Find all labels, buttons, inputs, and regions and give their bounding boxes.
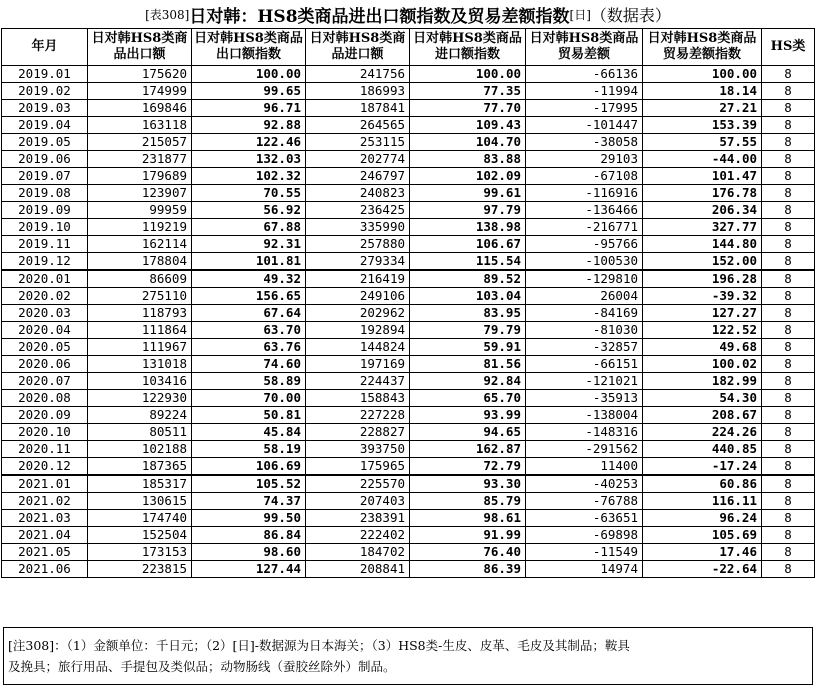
cell-import: 197169	[306, 356, 410, 373]
cell-balance-index: 152.00	[643, 253, 762, 271]
cell-month: 2021.02	[2, 493, 88, 510]
cell-hs: 8	[762, 373, 815, 390]
table-row	[2, 305, 815, 322]
cell-export-index: 58.19	[192, 441, 306, 458]
cell-export-index: 70.55	[192, 185, 306, 202]
cell-hs: 8	[762, 202, 815, 219]
cell-export-index: 74.60	[192, 356, 306, 373]
cell-export-index: 58.89	[192, 373, 306, 390]
cell-balance: -116916	[526, 185, 643, 202]
cell-balance-index: 196.28	[643, 270, 762, 288]
cell-month: 2020.10	[2, 424, 88, 441]
table-row	[2, 134, 815, 151]
cell-export-index: 50.81	[192, 407, 306, 424]
cell-month: 2020.08	[2, 390, 88, 407]
cell-balance-index: 49.68	[643, 339, 762, 356]
cell-hs: 8	[762, 100, 815, 117]
cell-hs: 8	[762, 510, 815, 527]
table-row	[2, 168, 815, 185]
table-row	[2, 475, 815, 493]
cell-month: 2019.03	[2, 100, 88, 117]
cell-month: 2019.12	[2, 253, 88, 271]
cell-hs: 8	[762, 236, 815, 253]
cell-balance: -40253	[526, 475, 643, 493]
cell-hs: 8	[762, 168, 815, 185]
cell-balance-index: 327.77	[643, 219, 762, 236]
cell-import: 257880	[306, 236, 410, 253]
cell-balance-index: -22.64	[643, 561, 762, 578]
cell-hs: 8	[762, 322, 815, 339]
cell-import: 393750	[306, 441, 410, 458]
cell-balance-index: 176.78	[643, 185, 762, 202]
cell-balance-index: 144.80	[643, 236, 762, 253]
cell-balance-index: 101.47	[643, 168, 762, 185]
cell-hs: 8	[762, 475, 815, 493]
title-suffix: （数据表）	[590, 5, 671, 25]
table-title	[0, 0, 816, 28]
cell-import-index: 98.61	[410, 510, 526, 527]
table-row	[2, 202, 815, 219]
title-prefix: [表308]	[145, 7, 190, 22]
cell-month: 2020.07	[2, 373, 88, 390]
cell-import-index: 106.67	[410, 236, 526, 253]
cell-export: 163118	[88, 117, 192, 134]
cell-export: 231877	[88, 151, 192, 168]
cell-balance-index: 127.27	[643, 305, 762, 322]
cell-balance: -216771	[526, 219, 643, 236]
cell-month: 2020.09	[2, 407, 88, 424]
cell-month: 2019.04	[2, 117, 88, 134]
cell-import-index: 89.52	[410, 270, 526, 288]
table-row	[2, 356, 815, 373]
cell-export-index: 99.50	[192, 510, 306, 527]
cell-import: 202774	[306, 151, 410, 168]
cell-export-index: 100.00	[192, 66, 306, 83]
cell-month: 2019.06	[2, 151, 88, 168]
cell-export: 152504	[88, 527, 192, 544]
cell-export-index: 127.44	[192, 561, 306, 578]
cell-balance: 29103	[526, 151, 643, 168]
cell-balance-index: 27.21	[643, 100, 762, 117]
cell-month: 2020.02	[2, 288, 88, 305]
table-row	[2, 544, 815, 561]
cell-month: 2021.04	[2, 527, 88, 544]
cell-month: 2020.03	[2, 305, 88, 322]
table-row	[2, 458, 815, 476]
cell-hs: 8	[762, 117, 815, 134]
cell-month: 2019.05	[2, 134, 88, 151]
cell-export: 80511	[88, 424, 192, 441]
table-row	[2, 390, 815, 407]
cell-month: 2020.01	[2, 270, 88, 288]
cell-export-index: 67.64	[192, 305, 306, 322]
table-row	[2, 561, 815, 578]
cell-month: 2021.06	[2, 561, 88, 578]
cell-balance-index: -39.32	[643, 288, 762, 305]
cell-month: 2019.09	[2, 202, 88, 219]
cell-import-index: 138.98	[410, 219, 526, 236]
cell-month: 2019.02	[2, 83, 88, 100]
cell-export: 162114	[88, 236, 192, 253]
cell-import: 241756	[306, 66, 410, 83]
cell-balance: -35913	[526, 390, 643, 407]
table-row	[2, 253, 815, 271]
cell-export: 185317	[88, 475, 192, 493]
table-row	[2, 83, 815, 100]
cell-import-index: 97.79	[410, 202, 526, 219]
cell-balance: 11400	[526, 458, 643, 476]
cell-hs: 8	[762, 390, 815, 407]
cell-export-index: 74.37	[192, 493, 306, 510]
cell-hs: 8	[762, 356, 815, 373]
cell-import-index: 79.79	[410, 322, 526, 339]
table-body	[2, 66, 815, 578]
cell-hs: 8	[762, 270, 815, 288]
header-import-index: 日对韩HS8类商品进口额指数	[410, 29, 526, 66]
header-export-index: 日对韩HS8类商品出口额指数	[192, 29, 306, 66]
cell-import: 216419	[306, 270, 410, 288]
cell-export: 187365	[88, 458, 192, 476]
cell-balance: -17995	[526, 100, 643, 117]
header-export: 日对韩HS8类商品出口额	[88, 29, 192, 66]
cell-import-index: 83.95	[410, 305, 526, 322]
cell-export: 223815	[88, 561, 192, 578]
cell-export: 118793	[88, 305, 192, 322]
table-row	[2, 339, 815, 356]
cell-export-index: 70.00	[192, 390, 306, 407]
cell-import: 202962	[306, 305, 410, 322]
cell-month: 2021.05	[2, 544, 88, 561]
cell-balance-index: 116.11	[643, 493, 762, 510]
cell-import: 236425	[306, 202, 410, 219]
cell-balance-index: 122.52	[643, 322, 762, 339]
cell-export: 86609	[88, 270, 192, 288]
cell-balance: -291562	[526, 441, 643, 458]
cell-hs: 8	[762, 83, 815, 100]
table-row	[2, 407, 815, 424]
cell-export-index: 63.76	[192, 339, 306, 356]
cell-hs: 8	[762, 561, 815, 578]
cell-import-index: 102.09	[410, 168, 526, 185]
cell-import-index: 109.43	[410, 117, 526, 134]
table-row	[2, 322, 815, 339]
cell-balance-index: 153.39	[643, 117, 762, 134]
cell-export-index: 92.31	[192, 236, 306, 253]
title-tag: [日]	[569, 7, 591, 22]
table-row	[2, 288, 815, 305]
cell-export: 215057	[88, 134, 192, 151]
cell-export: 178804	[88, 253, 192, 271]
cell-import: 224437	[306, 373, 410, 390]
cell-hs: 8	[762, 219, 815, 236]
table-row	[2, 66, 815, 83]
cell-balance-index: 57.55	[643, 134, 762, 151]
cell-export: 131018	[88, 356, 192, 373]
cell-balance: -66136	[526, 66, 643, 83]
cell-balance-index: 208.67	[643, 407, 762, 424]
cell-balance: -32857	[526, 339, 643, 356]
cell-import: 279334	[306, 253, 410, 271]
cell-import: 222402	[306, 527, 410, 544]
cell-export-index: 67.88	[192, 219, 306, 236]
table-row	[2, 100, 815, 117]
cell-import: 186993	[306, 83, 410, 100]
cell-import-index: 81.56	[410, 356, 526, 373]
cell-export: 103416	[88, 373, 192, 390]
cell-export-index: 132.03	[192, 151, 306, 168]
data-table	[1, 28, 815, 578]
cell-hs: 8	[762, 134, 815, 151]
table-row	[2, 424, 815, 441]
cell-month: 2019.10	[2, 219, 88, 236]
cell-export: 173153	[88, 544, 192, 561]
cell-balance: -84169	[526, 305, 643, 322]
cell-balance-index: 54.30	[643, 390, 762, 407]
cell-balance: -129810	[526, 270, 643, 288]
cell-balance: -11549	[526, 544, 643, 561]
cell-balance-index: 60.86	[643, 475, 762, 493]
cell-balance: -63651	[526, 510, 643, 527]
cell-balance-index: -17.24	[643, 458, 762, 476]
cell-balance: -11994	[526, 83, 643, 100]
table-row	[2, 236, 815, 253]
header-import: 日对韩HS8类商品进口额	[306, 29, 410, 66]
header-balance: 日对韩HS8类商品贸易差额	[526, 29, 643, 66]
cell-hs: 8	[762, 339, 815, 356]
cell-import: 253115	[306, 134, 410, 151]
header-row	[2, 29, 815, 66]
cell-hs: 8	[762, 288, 815, 305]
cell-import-index: 76.40	[410, 544, 526, 561]
cell-balance: -148316	[526, 424, 643, 441]
cell-hs: 8	[762, 424, 815, 441]
cell-balance-index: 100.00	[643, 66, 762, 83]
cell-import: 228827	[306, 424, 410, 441]
cell-import: 187841	[306, 100, 410, 117]
cell-export: 122930	[88, 390, 192, 407]
cell-export-index: 102.32	[192, 168, 306, 185]
cell-month: 2021.01	[2, 475, 88, 493]
table-row	[2, 441, 815, 458]
cell-export: 99959	[88, 202, 192, 219]
cell-balance: -138004	[526, 407, 643, 424]
cell-balance: -121021	[526, 373, 643, 390]
cell-balance: -67108	[526, 168, 643, 185]
cell-import: 246797	[306, 168, 410, 185]
footnote-line-2: 及挽具；旅行用品、手提包及类似品；动物肠线（蚕胶丝除外）制品。	[8, 659, 396, 674]
cell-balance: -66151	[526, 356, 643, 373]
cell-export-index: 45.84	[192, 424, 306, 441]
cell-export: 169846	[88, 100, 192, 117]
cell-hs: 8	[762, 305, 815, 322]
cell-export-index: 99.65	[192, 83, 306, 100]
cell-export: 179689	[88, 168, 192, 185]
cell-export-index: 106.69	[192, 458, 306, 476]
cell-export: 102188	[88, 441, 192, 458]
cell-import-index: 115.54	[410, 253, 526, 271]
cell-import-index: 94.65	[410, 424, 526, 441]
cell-import-index: 100.00	[410, 66, 526, 83]
cell-import-index: 92.84	[410, 373, 526, 390]
cell-export: 130615	[88, 493, 192, 510]
cell-import-index: 103.04	[410, 288, 526, 305]
cell-balance: -100530	[526, 253, 643, 271]
cell-import-index: 65.70	[410, 390, 526, 407]
cell-import: 264565	[306, 117, 410, 134]
cell-export-index: 105.52	[192, 475, 306, 493]
header-month: 年月	[2, 29, 88, 66]
cell-hs: 8	[762, 527, 815, 544]
cell-export: 174740	[88, 510, 192, 527]
cell-month: 2020.04	[2, 322, 88, 339]
cell-import: 158843	[306, 390, 410, 407]
cell-export-index: 156.65	[192, 288, 306, 305]
cell-import-index: 77.35	[410, 83, 526, 100]
table-row	[2, 117, 815, 134]
cell-month: 2019.08	[2, 185, 88, 202]
cell-import-index: 93.99	[410, 407, 526, 424]
cell-balance-index: 206.34	[643, 202, 762, 219]
cell-export: 174999	[88, 83, 192, 100]
cell-month: 2019.11	[2, 236, 88, 253]
cell-import: 335990	[306, 219, 410, 236]
cell-export-index: 96.71	[192, 100, 306, 117]
cell-export: 111967	[88, 339, 192, 356]
table-row	[2, 510, 815, 527]
cell-import-index: 77.70	[410, 100, 526, 117]
cell-balance-index: 105.69	[643, 527, 762, 544]
table-row	[2, 219, 815, 236]
cell-hs: 8	[762, 66, 815, 83]
table-row	[2, 527, 815, 544]
cell-hs: 8	[762, 253, 815, 271]
header-balance-index: 日对韩HS8类商品贸易差额指数	[643, 29, 762, 66]
cell-balance-index: 182.99	[643, 373, 762, 390]
cell-hs: 8	[762, 407, 815, 424]
cell-export-index: 63.70	[192, 322, 306, 339]
cell-balance-index: 440.85	[643, 441, 762, 458]
cell-export: 123907	[88, 185, 192, 202]
cell-import-index: 86.39	[410, 561, 526, 578]
cell-import: 225570	[306, 475, 410, 493]
cell-import-index: 83.88	[410, 151, 526, 168]
cell-hs: 8	[762, 493, 815, 510]
cell-balance: 26004	[526, 288, 643, 305]
cell-balance: -38058	[526, 134, 643, 151]
cell-balance: -81030	[526, 322, 643, 339]
cell-balance: -76788	[526, 493, 643, 510]
cell-import: 238391	[306, 510, 410, 527]
cell-export-index: 92.88	[192, 117, 306, 134]
cell-balance-index: 17.46	[643, 544, 762, 561]
cell-import-index: 162.87	[410, 441, 526, 458]
cell-export-index: 122.46	[192, 134, 306, 151]
cell-import: 175965	[306, 458, 410, 476]
cell-balance: -69898	[526, 527, 643, 544]
cell-month: 2019.01	[2, 66, 88, 83]
table-row	[2, 270, 815, 288]
cell-balance-index: 96.24	[643, 510, 762, 527]
cell-export: 119219	[88, 219, 192, 236]
cell-import-index: 91.99	[410, 527, 526, 544]
header-hs: HS类	[762, 29, 815, 66]
cell-month: 2020.11	[2, 441, 88, 458]
cell-export: 175620	[88, 66, 192, 83]
cell-month: 2019.07	[2, 168, 88, 185]
footnote	[3, 627, 813, 685]
cell-import-index: 72.79	[410, 458, 526, 476]
table-row	[2, 493, 815, 510]
cell-balance-index: 18.14	[643, 83, 762, 100]
cell-month: 2020.06	[2, 356, 88, 373]
cell-export-index: 56.92	[192, 202, 306, 219]
cell-balance-index: 224.26	[643, 424, 762, 441]
cell-import-index: 104.70	[410, 134, 526, 151]
cell-export-index: 101.81	[192, 253, 306, 271]
cell-import-index: 85.79	[410, 493, 526, 510]
footnote-line-1: [注308]：（1）金额单位：千日元；（2）[日]-数据源为日本海关；（3）HS8类-生皮、皮革、毛皮及其制品；鞍具	[8, 638, 630, 653]
table-row	[2, 185, 815, 202]
cell-balance: -95766	[526, 236, 643, 253]
table-row	[2, 151, 815, 168]
cell-month: 2021.03	[2, 510, 88, 527]
cell-import: 192894	[306, 322, 410, 339]
cell-hs: 8	[762, 441, 815, 458]
cell-hs: 8	[762, 458, 815, 476]
cell-export: 275110	[88, 288, 192, 305]
cell-export-index: 98.60	[192, 544, 306, 561]
cell-balance-index: 100.02	[643, 356, 762, 373]
cell-import-index: 59.91	[410, 339, 526, 356]
title-main: 日对韩：HS8类商品进出口额指数及贸易差额指数	[189, 6, 570, 27]
cell-import: 184702	[306, 544, 410, 561]
cell-export: 89224	[88, 407, 192, 424]
cell-import-index: 93.30	[410, 475, 526, 493]
cell-import: 249106	[306, 288, 410, 305]
cell-import-index: 99.61	[410, 185, 526, 202]
cell-import: 240823	[306, 185, 410, 202]
table-row	[2, 373, 815, 390]
cell-export-index: 49.32	[192, 270, 306, 288]
cell-hs: 8	[762, 185, 815, 202]
cell-import: 208841	[306, 561, 410, 578]
cell-month: 2020.12	[2, 458, 88, 476]
cell-import: 144824	[306, 339, 410, 356]
cell-balance: -101447	[526, 117, 643, 134]
cell-balance-index: -44.00	[643, 151, 762, 168]
cell-hs: 8	[762, 544, 815, 561]
cell-export-index: 86.84	[192, 527, 306, 544]
cell-import: 227228	[306, 407, 410, 424]
cell-balance: -136466	[526, 202, 643, 219]
cell-export: 111864	[88, 322, 192, 339]
cell-balance: 14974	[526, 561, 643, 578]
cell-month: 2020.05	[2, 339, 88, 356]
cell-import: 207403	[306, 493, 410, 510]
cell-hs: 8	[762, 151, 815, 168]
